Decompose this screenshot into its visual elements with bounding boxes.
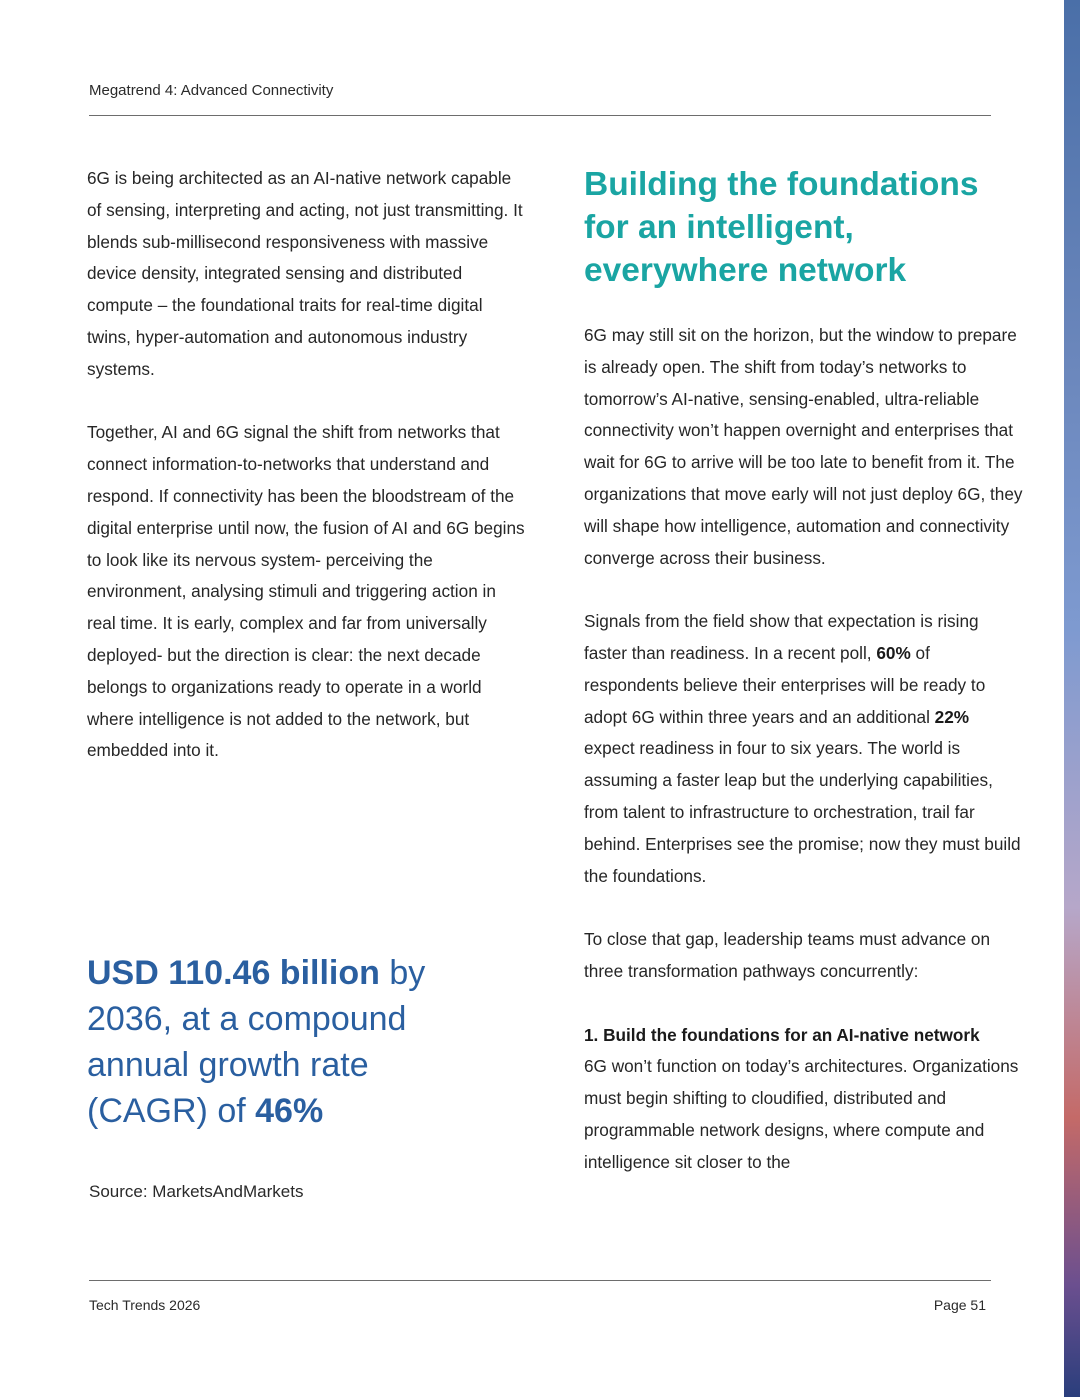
para2-text-c: expect readiness in four to six years. The world is assuming a faster leap but the underlying capabilities, from talent to infrastructure to orchestration, trail far behind. Enterprises see the promise; now they must build the foundations. (584, 738, 1021, 886)
running-header: Megatrend 4: Advanced Connectivity (89, 82, 334, 99)
right-column (584, 163, 1024, 1210)
stat-source: Source: MarketsAndMarkets (89, 1182, 304, 1201)
left-paragraph-2: Together, AI and 6G signal the shift from networks that connect information-to-networks that understand and respond. If connectivity has been the bloodstream of the digital enterprise until now, the fusion of AI and 6G begins to look like its nervous system- perceiving the environment, analysing stimuli and triggering action in real time. It is early, complex and far from universally deployed- but the direction is clear: the next decade belongs to organizations ready to operate in a world where intelligence is not added to the network, but embedded into it. (87, 422, 525, 761)
pathway-1 (584, 1020, 1024, 1179)
poll-stat-22: 22% (934, 706, 970, 727)
section-title: Building the foundations for an intelligent, everywhere network (584, 166, 979, 289)
stat-text: by 2036, at a compound annual growth rate (CAGR) of (87, 954, 426, 1130)
stat-value: USD 110.46 billion (87, 954, 380, 992)
right-paragraph-2 (584, 606, 1024, 892)
poll-stat-60: 60% (876, 642, 911, 663)
left-paragraph-1: 6G is being architected as an AI-native network capable of sensing, interpreting and acting, not just transmitting. It blends sub-millisecond responsiveness with massive device density, integrated sensing and distributed compute – the foundational traits for real-time digital twins, hyper-automation and autonomous industry systems. (87, 168, 523, 379)
right-paragraph-3: To close that gap, leadership teams must advance on three transformation pathways concurrently: (584, 929, 991, 981)
pathway-1-title: 1. Build the foundations for an AI-native network (584, 1024, 980, 1045)
left-column (87, 163, 527, 799)
right-paragraph-1: 6G may still sit on the horizon, but the window to prepare is already open. The shift from today’s networks to tomorrow’s AI-native, sensing-enabled, ultra-reliable connectivity won’t happen overnight and enterprises that wait for 6G to arrive will be too late to benefit from it. The organizations that move early will not just deploy 6G, they will shape how intelligence, automation and connectivity converge across their business. (584, 325, 1023, 568)
stat-cagr: 46% (255, 1092, 324, 1130)
market-stat-callout (87, 950, 432, 1134)
pathway-1-text: 6G won’t function on today’s architectures. Organizations must begin shifting to cloudified, distributed and programmable network designs, where compute and intelligence sit closer to the (584, 1056, 1019, 1172)
decorative-gradient-strip (1064, 0, 1080, 1397)
para2-text-b: of respondents believe their enterprises will be ready to adopt 6G within three years and an additional (584, 642, 986, 727)
header-divider (89, 115, 991, 116)
para2-text-a: Signals from the field show that expectation is rising faster than readiness. In a recent poll, (584, 611, 979, 663)
page-number: Page 51 (933, 1297, 986, 1313)
footer-divider (89, 1280, 991, 1281)
footer-publication: Tech Trends 2026 (89, 1297, 201, 1313)
